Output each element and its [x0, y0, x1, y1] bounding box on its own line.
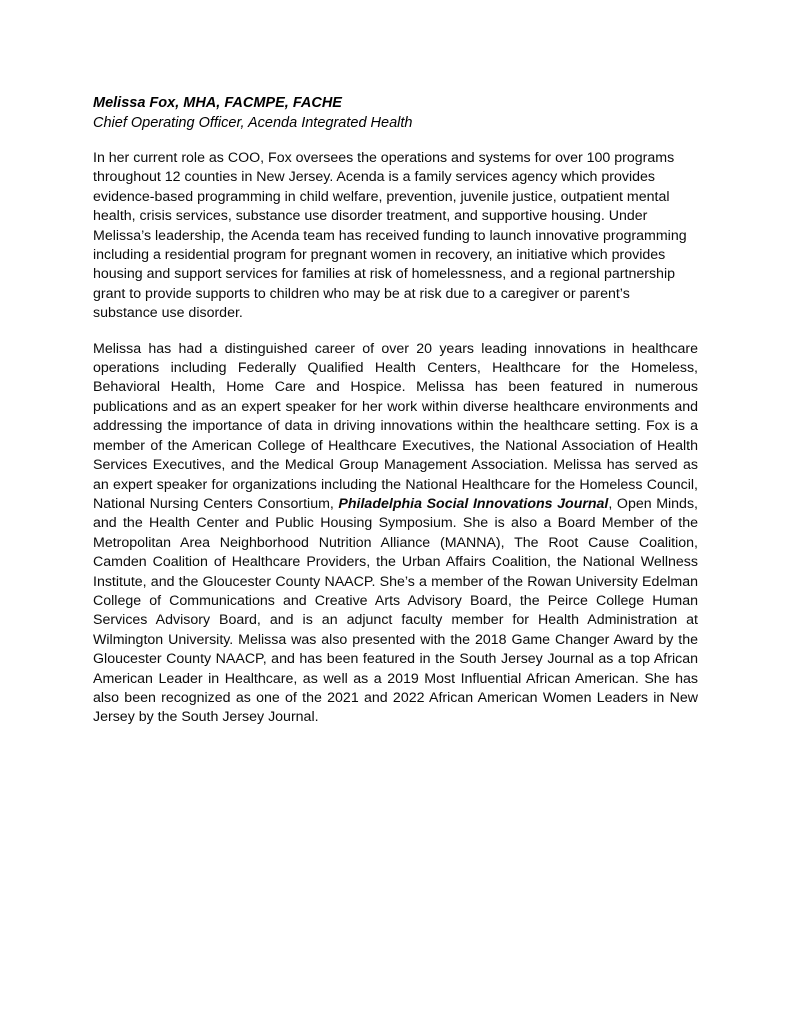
bio-header	[93, 94, 698, 133]
bio-paragraph-2-rest: , Open Minds, and the Health Center and Public Housing Symposium. She is also a Board Member of the Metropolitan Area Neighborhood Nutrition Alliance (MANNA), The Root Cause Coalition, Camden Coalition of Healthcare Providers, the Urban Affairs Coalition, the National Wellness Institute, and the Gloucester County NAACP. She’s a member of the Rowan University Edelman College of Communications and Creative Arts Advisory Board, the Peirce College Human Services Advisory Board, and is an adjunct faculty member for Health Administration at Wilmington University. Melissa was also presented with the 2018 Game Changer Award by the Gloucester County NAACP, and has been featured in the South Jersey Journal as a top African American Leader in Healthcare, as well as a 2019 Most Influential African American. She has also been recognized as one of the 2021 and 2022 African American Women Leaders in New Jersey by the South Jersey Journal.	[93, 495, 698, 726]
journal-title: Philadelphia Social Innovations Journal	[338, 495, 609, 512]
bio-job-title: Chief Operating Officer, Acenda Integrated Health	[93, 114, 413, 131]
bio-paragraph-2-lead: Melissa has had a distinguished career of over 20 years leading innovations in healthcare operations including Federally Qualified Health Centers, Healthcare for the Homeless, Behavioral Health, Home Care and Hospice. Melissa has been featured in numerous publications and as an expert speaker for her work within diverse healthcare environments and addressing the importance of data in driving innovations within the healthcare setting. Fox is a member of the American College of Healthcare Executives, the National Association of Health Services Executives, and the Medical Group Management Association. Melissa has served as an expert speaker for organizations including the National Healthcare for the Homeless Council, National Nursing Centers Consortium,	[93, 340, 698, 512]
bio-name: Melissa Fox, MHA, FACMPE, FACHE	[93, 95, 342, 111]
bio-paragraph-1: In her current role as COO, Fox oversees the operations and systems for over 100 programs throughout 12 counties in New Jersey. Acenda is a family services agency which provides evidence-based programming in child welfare, prevention, juvenile justice, outpatient mental health, crisis services, substance use disorder treatment, and supportive housing. Under Melissa’s leadership, the Acenda team has received funding to launch innovative programming including a residential program for pregnant women in recovery, an initiative which provides housing and support services for families at risk of homelessness, and a regional partnership grant to provide supports to children who may be at risk due to a caregiver or parent’s substance use disorder.	[93, 150, 687, 322]
bio-paragraph-2	[93, 340, 698, 728]
